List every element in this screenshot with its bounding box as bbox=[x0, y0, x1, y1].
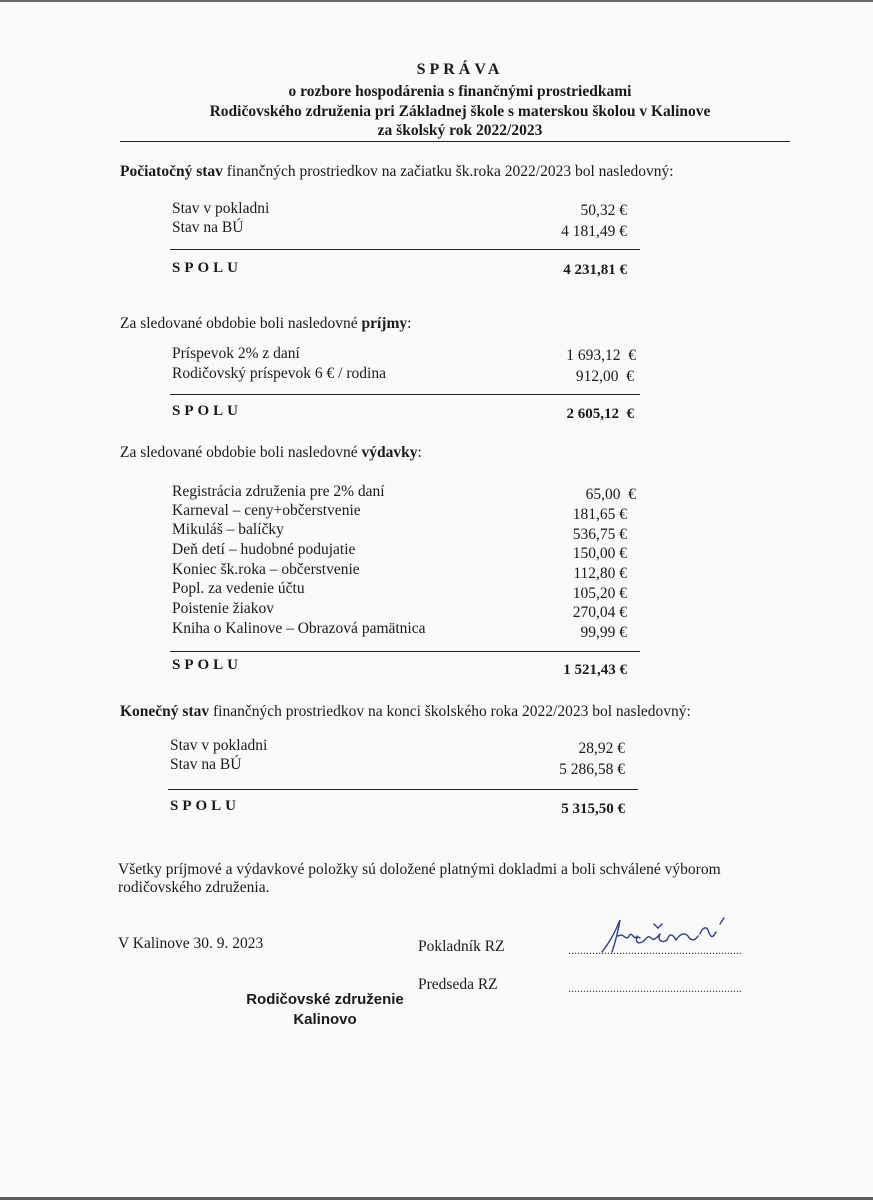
expenses-total-rule bbox=[170, 651, 640, 652]
income-total-rule bbox=[170, 394, 640, 395]
expenses-intro-text: Za sledované obdobie boli nasledovné bbox=[120, 444, 362, 461]
closing-item-label: Stav v pokladni bbox=[170, 737, 268, 754]
handwritten-signature bbox=[596, 912, 736, 958]
expense-item-label: Poistenie žiakov bbox=[172, 600, 275, 617]
expense-item-amount: 99,99 € bbox=[580, 624, 627, 641]
expense-item-label: Koniec šk.roka – občerstvenie bbox=[172, 561, 360, 578]
opening-intro-text: finančných prostriedkov na začiatku šk.roka 2022/2023 bol nasledovný: bbox=[222, 163, 674, 180]
closing-intro-bold: Konečný stav bbox=[120, 703, 210, 720]
closing-intro-text: finančných prostriedkov na konci školského roka 2022/2023 bol nasledovný: bbox=[209, 703, 691, 720]
expense-item-label: Kniha o Kalinove – Obrazová pamätnica bbox=[172, 620, 426, 637]
expense-item-amount: 112,80 € bbox=[573, 565, 627, 582]
association-stamp bbox=[240, 990, 410, 1030]
expense-item-amount: 150,00 € bbox=[572, 545, 627, 562]
expenses-intro-end: : bbox=[417, 444, 422, 461]
expense-item-amount: 181,65 € bbox=[572, 506, 627, 523]
income-intro-end: : bbox=[407, 315, 412, 332]
income-intro-text: Za sledované obdobie boli nasledovné bbox=[120, 315, 362, 332]
closing-item-amount: 5 286,58 € bbox=[559, 761, 625, 778]
closing-item-label: Stav na BÚ bbox=[170, 756, 242, 773]
expense-item-label: Karneval – ceny+občerstvenie bbox=[172, 502, 361, 519]
closing-item-amount: 28,92 € bbox=[578, 740, 625, 757]
chair-label: Predseda RZ bbox=[418, 976, 498, 993]
closing-intro bbox=[120, 702, 840, 721]
opening-item-amount: 4 181,49 € bbox=[561, 223, 627, 240]
document-subtitle-2: Rodičovského združenia pri Základnej škole s materskou školou v Kalinove bbox=[209, 103, 711, 120]
income-item-label: Rodičovský príspevok 6 € / rodina bbox=[172, 365, 386, 382]
income-item-amount: 1 693,12 € bbox=[566, 347, 636, 364]
expense-item-amount: 105,20 € bbox=[572, 585, 627, 602]
expense-item-amount: 536,75 € bbox=[572, 526, 627, 543]
approval-note-line-1: Všetky príjmové a výdavkové položky sú doložené platnými dokladmi a boli schválené výborom bbox=[118, 861, 721, 878]
expense-item-label: Mikuláš – balíčky bbox=[172, 521, 284, 538]
treasurer-label: Pokladník RZ bbox=[418, 938, 505, 955]
document-subtitle-3: za školský rok 2022/2023 bbox=[377, 122, 543, 139]
opening-intro bbox=[120, 162, 820, 181]
chair-signature-line: .......................................................... bbox=[568, 981, 742, 995]
income-item-label: Príspevok 2% z daní bbox=[172, 345, 300, 362]
expenses-total-label: SPOLU bbox=[172, 657, 243, 673]
document-title: SPRÁVA bbox=[416, 61, 504, 78]
income-total-amount: 2 605,12 € bbox=[566, 406, 634, 422]
approval-note-line-2: rodičovského združenia. bbox=[118, 879, 270, 896]
stamp-line-1: Rodičovské združenie bbox=[246, 991, 404, 1008]
expenses-intro-bold: výdavky bbox=[361, 444, 418, 461]
place-date: V Kalinove 30. 9. 2023 bbox=[118, 935, 264, 952]
income-intro-bold: príjmy bbox=[361, 315, 408, 332]
header-rule bbox=[120, 141, 790, 142]
expense-item-amount: 65,00 € bbox=[585, 486, 636, 503]
expenses-total-amount: 1 521,43 € bbox=[563, 662, 627, 678]
income-total-label: SPOLU bbox=[172, 403, 243, 419]
treasurer-signature-line: .......................................................... bbox=[568, 943, 742, 957]
document-subtitle-1: o rozbore hospodárenia s finančnými prostriedkami bbox=[288, 83, 632, 100]
closing-total-label: SPOLU bbox=[170, 798, 241, 814]
expense-item-label: Popl. za vedenie účtu bbox=[172, 580, 305, 597]
expense-item-amount: 270,04 € bbox=[572, 604, 627, 621]
stamp-line-2: Kalinovo bbox=[293, 1011, 357, 1028]
expenses-intro bbox=[120, 443, 820, 462]
opening-item-amount: 50,32 € bbox=[580, 202, 627, 219]
expense-item-label: Registrácia združenia pre 2% daní bbox=[172, 483, 385, 500]
scan-edge-top bbox=[0, 0, 873, 2]
opening-item-label: Stav na BÚ bbox=[172, 219, 244, 236]
opening-total-label: SPOLU bbox=[172, 260, 243, 276]
opening-intro-bold: Počiatočný stav bbox=[120, 163, 223, 180]
closing-total-amount: 5 315,50 € bbox=[561, 801, 625, 817]
opening-total-amount: 4 231,81 € bbox=[563, 262, 627, 278]
income-intro bbox=[120, 314, 820, 333]
income-item-amount: 912,00 € bbox=[575, 368, 634, 385]
opening-item-label: Stav v pokladni bbox=[172, 200, 270, 217]
opening-total-rule bbox=[170, 249, 640, 250]
expense-item-label: Deň detí – hudobné podujatie bbox=[172, 541, 356, 558]
closing-total-rule bbox=[168, 789, 638, 790]
